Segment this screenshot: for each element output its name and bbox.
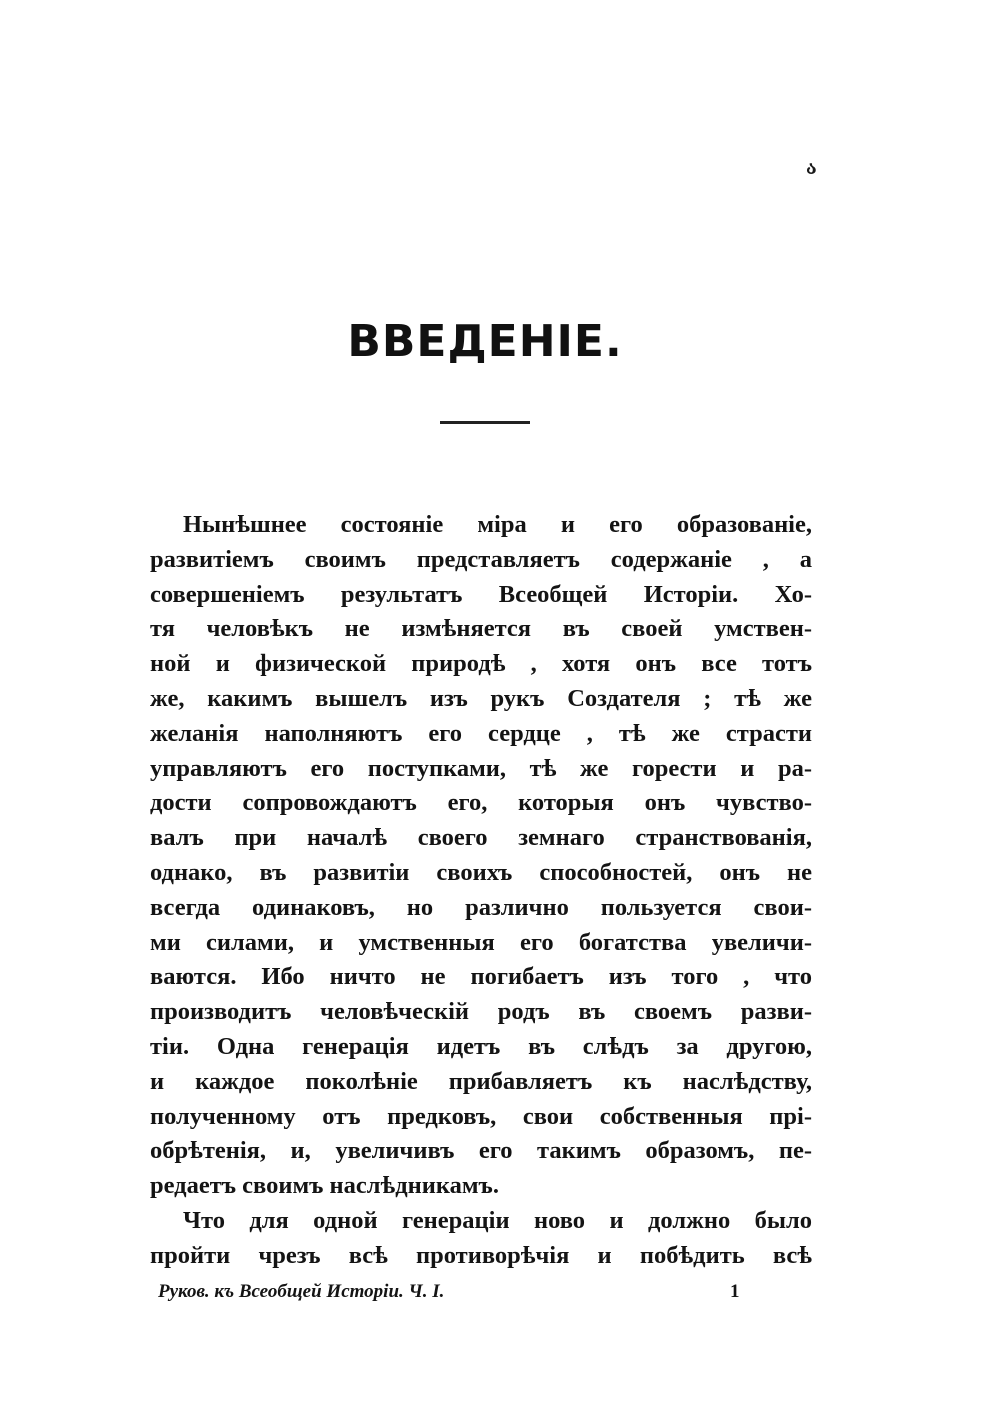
text-line: полученному отъ предковъ, свои собственныя прі- [150,1102,812,1130]
footer-title: Руков. къ Всеобщей Исторіи. Ч. I. [158,1281,445,1302]
text-line: управляютъ его поступками, тѣ же горести и ра- [150,754,812,782]
text-line: тя человѣкъ не измѣняется въ своей умствен- [150,615,812,643]
text-line: пройти чрезъ всѣ противорѣчія и побѣдить всѣ [150,1241,812,1269]
title-divider [440,421,530,424]
corner-mark: ა [806,158,817,178]
text-line: и каждое поколѣніе прибавляетъ къ наслѣдству, [150,1067,812,1095]
text-line: совершеніемъ результатъ Всеобщей Исторіи. Хо- [150,580,812,608]
text-line: ми силами, и умственныя его богатства увеличи- [150,928,812,956]
text-line: дости сопровождаютъ его, которыя онъ чувство- [150,789,812,817]
text-line: ной и физической природѣ , хотя онъ все тотъ [150,650,812,678]
body-text [150,508,812,1274]
page-number: 1 [730,1281,740,1302]
text-line: однако, въ развитіи своихъ способностей, онъ не [150,858,812,886]
text-line: же, какимъ вышелъ изъ рукъ Создателя ; тѣ же [150,684,812,712]
text-line: Нынѣшнее состояніе міра и его образованіе, [183,511,812,538]
text-line: редаетъ своимъ наслѣдникамъ. [150,1172,499,1200]
text-line: всегда одинаковъ, но различно пользуется свои- [150,893,812,921]
text-line: ваются. Ибо ничто не погибаетъ изъ того , что [150,963,812,991]
text-line: производитъ человѣческій родъ въ своемъ разви- [150,998,812,1026]
page-title: ВВЕДЕНІЕ. [347,316,623,367]
text-line: обрѣтенія, и, увеличивъ его такимъ образомъ, пе- [150,1137,812,1165]
text-line: развитіемъ своимъ представляетъ содержаніе , а [150,545,812,573]
text-line: тіи. Одна генерація идетъ въ слѣдъ за другою, [150,1032,812,1060]
text-line: Что для одной генераціи ново и должно было [183,1206,812,1234]
text-line: желанія наполняютъ его сердце , тѣ же страсти [150,719,812,747]
page-footer [158,1281,758,1311]
text-line: валъ при началѣ своего земнаго странствованія, [150,824,812,852]
